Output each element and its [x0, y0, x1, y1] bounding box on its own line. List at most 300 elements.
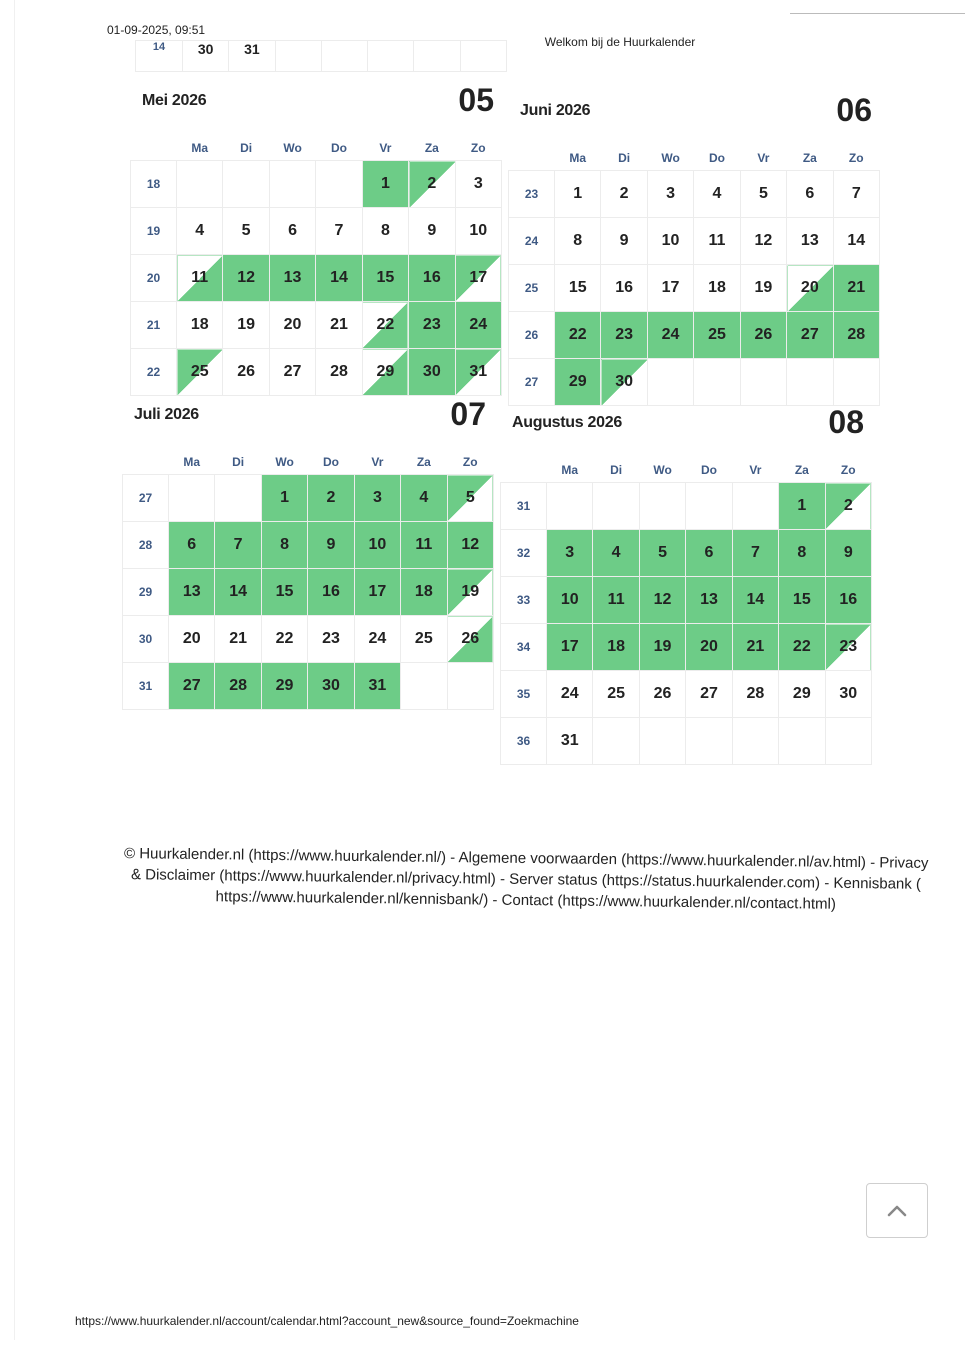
- day-cell[interactable]: [825, 671, 871, 718]
- day-cell[interactable]: [308, 663, 354, 710]
- day-cell[interactable]: [639, 530, 685, 577]
- day-cell[interactable]: [732, 624, 778, 671]
- day-number: 9: [843, 544, 853, 561]
- week-row: [509, 359, 880, 406]
- weekday-label: Di: [610, 463, 623, 477]
- day-number: 23: [839, 638, 858, 655]
- day-number: 19: [754, 279, 773, 296]
- week-number: 23: [509, 171, 555, 218]
- day-number: 31: [560, 732, 579, 749]
- day-cell[interactable]: [261, 616, 307, 663]
- day-cell[interactable]: 30: [183, 41, 229, 72]
- day-number: 1: [380, 175, 390, 192]
- day-number: 24: [469, 316, 488, 333]
- day-cell[interactable]: [686, 671, 732, 718]
- weekday-label: Zo: [840, 463, 856, 477]
- day-number: 29: [792, 685, 811, 702]
- day-number: 9: [326, 536, 336, 553]
- week-number: 20: [131, 255, 177, 302]
- week-row: [501, 718, 872, 765]
- week-row: [501, 577, 872, 624]
- day-cell[interactable]: [601, 359, 647, 406]
- week-row: [131, 302, 502, 349]
- day-cell[interactable]: [455, 302, 501, 349]
- empty-cell: [639, 718, 685, 765]
- day-cell[interactable]: 31: [229, 41, 275, 72]
- day-number: 28: [330, 363, 348, 380]
- calendar-grid: [508, 146, 880, 406]
- weekday-label: Vr: [371, 455, 384, 469]
- day-number: 22: [568, 326, 587, 343]
- empty-cell: [694, 359, 740, 406]
- day-cell[interactable]: [308, 569, 354, 616]
- weekday-label: Wo: [653, 463, 672, 477]
- day-number: 2: [427, 175, 437, 192]
- day-cell[interactable]: [694, 265, 740, 312]
- weekday-label: Di: [240, 141, 253, 155]
- day-cell[interactable]: [601, 265, 647, 312]
- day-cell[interactable]: [354, 569, 400, 616]
- day-cell[interactable]: [647, 218, 693, 265]
- week-number: 25: [509, 265, 555, 312]
- week-row: [131, 208, 502, 255]
- weekday-label: Wo: [275, 455, 294, 469]
- day-cell[interactable]: [455, 349, 501, 396]
- empty-cell: [833, 359, 879, 406]
- day-number: 10: [560, 591, 579, 608]
- day-cell[interactable]: [354, 663, 400, 710]
- day-number: 12: [653, 591, 672, 608]
- month-number: 05: [458, 82, 494, 118]
- day-number: 4: [195, 222, 205, 239]
- empty-cell: [316, 161, 362, 208]
- day-cell[interactable]: [215, 569, 261, 616]
- day-number: 11: [708, 232, 726, 249]
- day-cell[interactable]: [447, 569, 493, 616]
- day-cell[interactable]: [732, 671, 778, 718]
- weekday-label: Ma: [561, 463, 579, 477]
- day-cell[interactable]: [261, 475, 307, 522]
- day-number: 4: [611, 544, 621, 561]
- day-cell[interactable]: [455, 208, 501, 255]
- weekday-label: Wo: [661, 151, 680, 165]
- day-number: 23: [422, 316, 441, 333]
- week-number: 14: [136, 41, 183, 72]
- day-number: 12: [237, 269, 256, 286]
- weekday-label: Ma: [191, 141, 209, 155]
- day-cell[interactable]: [825, 483, 871, 530]
- day-number: 1: [280, 489, 289, 506]
- day-cell[interactable]: [555, 312, 601, 359]
- day-number: 14: [847, 232, 866, 249]
- day-number: 30: [839, 685, 858, 702]
- day-cell[interactable]: [447, 475, 493, 522]
- day-cell[interactable]: [316, 208, 362, 255]
- day-cell[interactable]: [732, 530, 778, 577]
- day-cell[interactable]: [732, 577, 778, 624]
- day-cell[interactable]: [308, 475, 354, 522]
- day-number: 3: [473, 175, 483, 192]
- empty-cell: [732, 718, 778, 765]
- day-cell[interactable]: [354, 522, 400, 569]
- day-number: 19: [237, 316, 256, 333]
- weekday-label: Zo: [470, 141, 486, 155]
- day-cell[interactable]: [833, 265, 879, 312]
- week-number: 27: [123, 475, 169, 522]
- day-cell[interactable]: [409, 161, 455, 208]
- day-number: 25: [414, 630, 433, 647]
- day-cell[interactable]: [601, 218, 647, 265]
- header-rule: [790, 13, 965, 14]
- day-cell[interactable]: [547, 624, 593, 671]
- empty-cell: [740, 359, 786, 406]
- day-cell[interactable]: [593, 671, 639, 718]
- day-cell[interactable]: [447, 616, 493, 663]
- weekday-label: Do: [708, 151, 725, 165]
- day-cell[interactable]: [269, 302, 315, 349]
- day-cell[interactable]: [555, 265, 601, 312]
- day-cell[interactable]: [169, 522, 215, 569]
- day-cell[interactable]: [787, 171, 833, 218]
- day-cell[interactable]: [261, 522, 307, 569]
- month-number: 06: [836, 92, 872, 128]
- day-number: 6: [704, 544, 714, 561]
- week-header: [123, 450, 169, 475]
- day-cell[interactable]: [740, 312, 786, 359]
- week-number: 36: [501, 718, 547, 765]
- month-name: Juli 2026: [134, 406, 199, 423]
- empty-cell: [269, 161, 315, 208]
- day-number: 17: [469, 269, 488, 286]
- day-cell[interactable]: [215, 616, 261, 663]
- day-number: 21: [229, 630, 248, 647]
- day-cell[interactable]: [223, 349, 269, 396]
- week-row: [123, 569, 494, 616]
- day-cell[interactable]: [308, 522, 354, 569]
- day-cell[interactable]: [261, 569, 307, 616]
- day-number: 26: [237, 363, 256, 380]
- day-cell[interactable]: [779, 577, 825, 624]
- day-cell[interactable]: [825, 530, 871, 577]
- weekday-label: Za: [794, 463, 809, 477]
- day-number: 21: [330, 316, 348, 333]
- month-number: 08: [828, 404, 864, 440]
- weekday-label: Vr: [749, 463, 762, 477]
- day-number: 9: [619, 232, 629, 249]
- month-may-2026: [130, 78, 502, 396]
- day-number: 15: [275, 583, 294, 600]
- day-cell[interactable]: [740, 265, 786, 312]
- day-cell[interactable]: [447, 522, 493, 569]
- month-header: [500, 400, 872, 458]
- empty-cell: [825, 718, 871, 765]
- weekday-label: Do: [700, 463, 717, 477]
- day-cell[interactable]: [779, 624, 825, 671]
- day-number: 28: [847, 326, 866, 343]
- day-number: 29: [376, 363, 395, 380]
- weekday-label: Zo: [462, 455, 478, 469]
- day-number: 13: [283, 269, 302, 286]
- day-number: 24: [661, 326, 680, 343]
- week-number: 28: [123, 522, 169, 569]
- day-cell[interactable]: [455, 255, 501, 302]
- day-cell[interactable]: [409, 208, 455, 255]
- empty-cell: [547, 483, 593, 530]
- day-number: 26: [461, 630, 480, 647]
- day-number: 25: [708, 326, 726, 343]
- week-number: 27: [509, 359, 555, 406]
- day-cell[interactable]: [833, 218, 879, 265]
- day-number: 25: [190, 363, 209, 380]
- day-cell[interactable]: [833, 171, 879, 218]
- day-cell[interactable]: [177, 208, 223, 255]
- day-cell[interactable]: [362, 255, 408, 302]
- day-number: 5: [465, 489, 475, 506]
- day-cell[interactable]: [555, 171, 601, 218]
- week-row: [509, 312, 880, 359]
- day-cell[interactable]: [354, 616, 400, 663]
- day-cell[interactable]: [639, 671, 685, 718]
- day-cell[interactable]: [593, 530, 639, 577]
- day-number: 4: [712, 185, 722, 202]
- week-number: 18: [131, 161, 177, 208]
- day-number: 8: [797, 544, 807, 561]
- week-number: 26: [509, 312, 555, 359]
- day-cell[interactable]: [215, 522, 261, 569]
- day-number: 10: [661, 232, 680, 249]
- day-number: 5: [758, 185, 768, 202]
- empty-cell: [401, 663, 447, 710]
- week-header: [509, 146, 555, 171]
- day-number: 2: [619, 185, 629, 202]
- day-cell[interactable]: [740, 171, 786, 218]
- empty-cell: [177, 161, 223, 208]
- day-cell[interactable]: [833, 312, 879, 359]
- week-row: [509, 171, 880, 218]
- day-cell: [368, 41, 414, 72]
- day-cell[interactable]: [362, 208, 408, 255]
- day-cell[interactable]: [694, 171, 740, 218]
- empty-cell: [223, 161, 269, 208]
- day-cell[interactable]: [215, 663, 261, 710]
- day-number: 15: [792, 591, 811, 608]
- week-number: 29: [123, 569, 169, 616]
- empty-cell: [686, 718, 732, 765]
- day-cell[interactable]: [686, 530, 732, 577]
- day-cell[interactable]: [401, 569, 447, 616]
- day-cell[interactable]: [647, 265, 693, 312]
- empty-cell: [779, 718, 825, 765]
- day-number: 28: [229, 677, 248, 694]
- day-number: 11: [415, 536, 433, 553]
- day-cell[interactable]: [547, 577, 593, 624]
- day-cell[interactable]: [547, 718, 593, 765]
- day-cell[interactable]: [401, 616, 447, 663]
- day-cell[interactable]: [639, 577, 685, 624]
- day-cell[interactable]: [694, 312, 740, 359]
- day-number: 20: [800, 279, 819, 296]
- day-number: 10: [469, 222, 488, 239]
- day-cell[interactable]: [269, 255, 315, 302]
- day-cell[interactable]: [409, 302, 455, 349]
- week-header: [131, 136, 177, 161]
- day-number: 24: [560, 685, 579, 702]
- day-cell: [414, 41, 460, 72]
- footer-links: [110, 843, 943, 916]
- week-number: 33: [501, 577, 547, 624]
- footer-line[interactable]: https://www.huurkalender.nl/kennisbank/) - Contact (https://www.huurkalender.nl/contact.html): [215, 888, 836, 913]
- empty-cell: [593, 483, 639, 530]
- week-number: 31: [501, 483, 547, 530]
- weekday-label: Vr: [757, 151, 770, 165]
- day-cell[interactable]: [601, 171, 647, 218]
- weekday-label: Ma: [569, 151, 587, 165]
- print-datetime: 01-09-2025, 09:51: [107, 23, 206, 37]
- day-cell[interactable]: [694, 218, 740, 265]
- day-cell[interactable]: [401, 522, 447, 569]
- scroll-to-top-button[interactable]: [866, 1183, 928, 1238]
- empty-cell: [169, 475, 215, 522]
- day-cell[interactable]: [362, 161, 408, 208]
- day-cell[interactable]: [787, 265, 833, 312]
- day-cell[interactable]: [639, 624, 685, 671]
- day-number: 21: [746, 638, 765, 655]
- day-number: 7: [233, 536, 243, 553]
- day-cell[interactable]: [308, 616, 354, 663]
- day-cell[interactable]: [269, 349, 315, 396]
- day-number: 28: [746, 685, 765, 702]
- week-number: 35: [501, 671, 547, 718]
- day-cell[interactable]: [787, 312, 833, 359]
- day-number: 30: [422, 363, 441, 380]
- day-cell: [460, 41, 506, 72]
- day-number: 12: [754, 232, 773, 249]
- day-number: 20: [182, 630, 201, 647]
- day-cell[interactable]: [547, 671, 593, 718]
- day-cell[interactable]: [686, 577, 732, 624]
- week-number: 24: [509, 218, 555, 265]
- footer-line[interactable]: © Huurkalender.nl (https://www.huurkalender.nl/) - Algemene voorwaarden (https://www.huurkalender.nl/av.html) - Privacy: [123, 845, 929, 872]
- day-number: 22: [275, 630, 294, 647]
- day-cell[interactable]: [316, 255, 362, 302]
- day-cell[interactable]: [593, 624, 639, 671]
- day-number: 18: [190, 316, 209, 333]
- day-cell[interactable]: [409, 349, 455, 396]
- week-number: 22: [131, 349, 177, 396]
- day-cell[interactable]: [555, 359, 601, 406]
- day-cell[interactable]: [825, 624, 871, 671]
- day-cell[interactable]: [601, 312, 647, 359]
- page-edge: [14, 0, 15, 1340]
- calendar-grid: [122, 450, 494, 710]
- day-cell[interactable]: [825, 577, 871, 624]
- day-cell[interactable]: [779, 671, 825, 718]
- day-number: 1: [573, 185, 583, 202]
- chevron-up-icon: [886, 1204, 908, 1218]
- footer-line[interactable]: & Disclaimer (https://www.huurkalender.nl/privacy.html) - Server status (https://status.huurkalender.com) - Kennisbank (: [130, 866, 922, 893]
- week-row: [509, 218, 880, 265]
- day-number: 2: [843, 497, 853, 514]
- day-cell[interactable]: [547, 530, 593, 577]
- empty-cell: [787, 359, 833, 406]
- day-number: 16: [322, 583, 340, 600]
- day-cell[interactable]: [593, 577, 639, 624]
- day-number: 3: [666, 185, 675, 202]
- day-cell[interactable]: [686, 624, 732, 671]
- weekday-label: Do: [322, 455, 339, 469]
- weekday-label: Ma: [183, 455, 201, 469]
- month-number: 07: [450, 396, 486, 432]
- day-cell[interactable]: [779, 530, 825, 577]
- day-number: 26: [754, 326, 773, 343]
- weekday-label: Za: [424, 141, 439, 155]
- day-cell[interactable]: [177, 255, 223, 302]
- empty-cell: [686, 483, 732, 530]
- day-cell[interactable]: [316, 349, 362, 396]
- day-number: 11: [191, 269, 209, 286]
- day-cell[interactable]: [409, 255, 455, 302]
- day-cell[interactable]: [779, 483, 825, 530]
- week-number: 21: [131, 302, 177, 349]
- day-cell[interactable]: [177, 302, 223, 349]
- day-cell[interactable]: [223, 302, 269, 349]
- day-number: 9: [427, 222, 437, 239]
- month-august-2026: [500, 400, 872, 765]
- weekday-label: Di: [232, 455, 245, 469]
- day-cell: [321, 41, 367, 72]
- day-cell[interactable]: [362, 302, 408, 349]
- day-cell[interactable]: [555, 218, 601, 265]
- day-number: 16: [839, 591, 858, 608]
- weekday-label: Di: [618, 151, 631, 165]
- day-number: 19: [461, 583, 480, 600]
- empty-cell: [593, 718, 639, 765]
- previous-month-last-row: [135, 40, 507, 72]
- weekday-label: Wo: [283, 141, 302, 155]
- day-number: 15: [568, 279, 587, 296]
- day-cell[interactable]: [647, 171, 693, 218]
- day-number: 11: [607, 591, 625, 608]
- day-cell[interactable]: [177, 349, 223, 396]
- day-cell[interactable]: [169, 663, 215, 710]
- day-cell[interactable]: [647, 312, 693, 359]
- day-number: 8: [380, 222, 390, 239]
- day-number: 8: [280, 536, 289, 553]
- day-number: 24: [368, 630, 387, 647]
- week-number: 19: [131, 208, 177, 255]
- day-cell[interactable]: [362, 349, 408, 396]
- day-number: 7: [851, 185, 861, 202]
- day-cell[interactable]: [169, 569, 215, 616]
- day-number: 14: [746, 591, 765, 608]
- day-cell[interactable]: [787, 218, 833, 265]
- day-cell[interactable]: [169, 616, 215, 663]
- day-number: 19: [653, 638, 672, 655]
- day-number: 27: [700, 685, 718, 702]
- day-cell[interactable]: [401, 475, 447, 522]
- day-cell[interactable]: [740, 218, 786, 265]
- day-cell[interactable]: [261, 663, 307, 710]
- day-number: 20: [700, 638, 718, 655]
- day-cell[interactable]: [223, 255, 269, 302]
- day-cell[interactable]: [316, 302, 362, 349]
- empty-cell: [447, 663, 493, 710]
- day-cell[interactable]: [354, 475, 400, 522]
- day-cell[interactable]: [223, 208, 269, 255]
- day-cell[interactable]: [269, 208, 315, 255]
- day-cell[interactable]: [455, 161, 501, 208]
- day-number: 29: [275, 677, 294, 694]
